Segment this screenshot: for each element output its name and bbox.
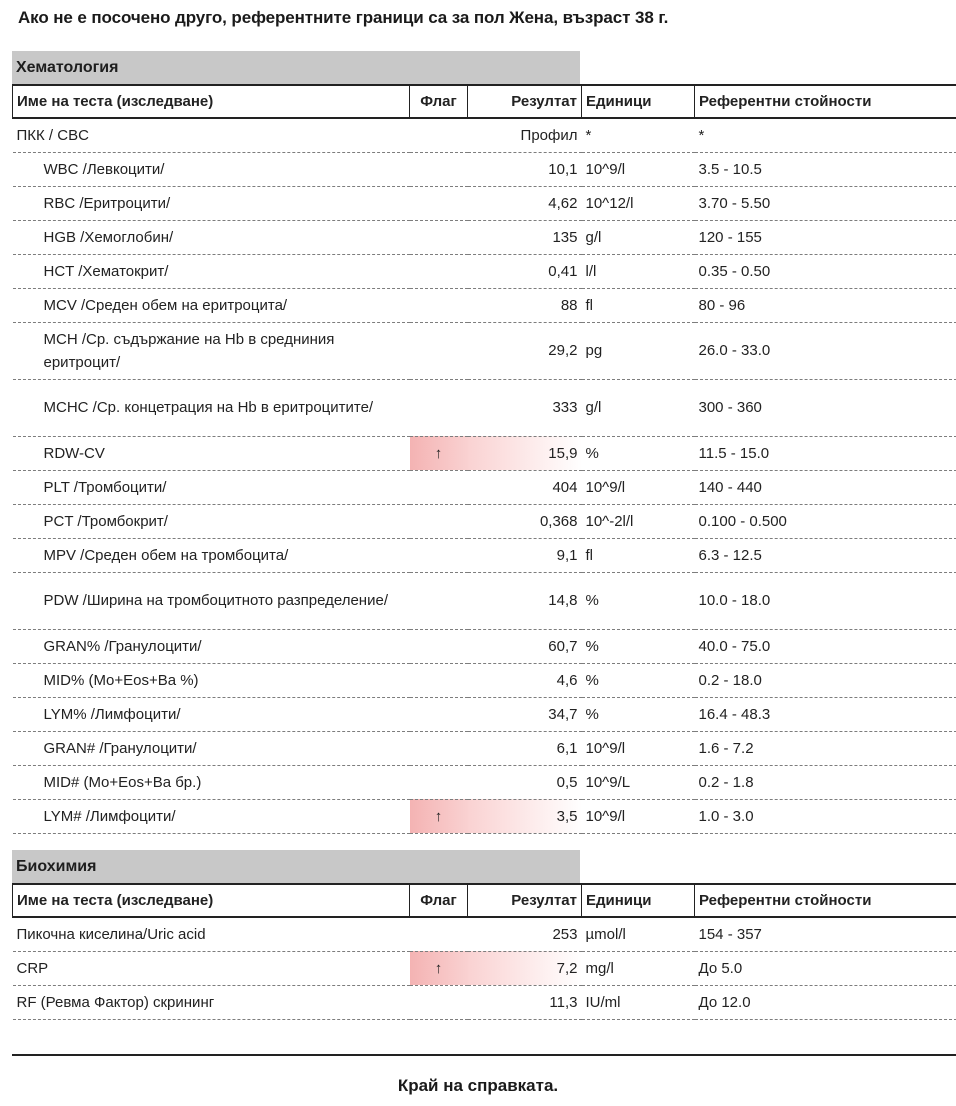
test-name: MCH /Ср. съдържание на Hb в средниния еритроцит/ — [13, 322, 410, 379]
test-name: PDW /Ширина на тромбоцитното разпределение/ — [13, 572, 410, 629]
test-flag — [410, 118, 468, 152]
test-result: 7,2 — [468, 951, 582, 985]
test-reference: 0.2 - 18.0 — [695, 663, 956, 697]
test-flag — [410, 322, 468, 379]
test-reference: 3.5 - 10.5 — [695, 152, 956, 186]
table-row — [13, 254, 956, 288]
test-units: 10^9/L — [582, 765, 695, 799]
table-row — [13, 629, 956, 663]
test-reference: 26.0 - 33.0 — [695, 322, 956, 379]
test-reference: * — [695, 118, 956, 152]
test-result: 135 — [468, 220, 582, 254]
table-row — [13, 220, 956, 254]
test-result: 29,2 — [468, 322, 582, 379]
table-row — [13, 663, 956, 697]
test-flag — [410, 985, 468, 1019]
test-name: HCT /Хематокрит/ — [13, 254, 410, 288]
test-units: g/l — [582, 379, 695, 436]
test-units: µmol/l — [582, 917, 695, 951]
section-title-hematology: Хематология — [12, 51, 580, 84]
test-flag — [410, 379, 468, 436]
test-reference: 120 - 155 — [695, 220, 956, 254]
table-row — [13, 470, 956, 504]
test-units: 10^9/l — [582, 470, 695, 504]
column-header-flag: Флаг — [410, 884, 468, 917]
hematology-table — [12, 84, 956, 834]
test-name: Пикочна киселина/Uric acid — [13, 917, 410, 951]
test-reference: 16.4 - 48.3 — [695, 697, 956, 731]
test-result: 0,41 — [468, 254, 582, 288]
column-header-units: Единици — [582, 884, 695, 917]
table-row — [13, 152, 956, 186]
test-result: 4,6 — [468, 663, 582, 697]
test-result: 333 — [468, 379, 582, 436]
test-reference: 0.100 - 0.500 — [695, 504, 956, 538]
test-reference: 0.2 - 1.8 — [695, 765, 956, 799]
test-name: RF (Ревма Фактор) скрининг — [13, 985, 410, 1019]
column-header-name: Име на теста (изследване) — [13, 85, 410, 118]
test-flag — [410, 186, 468, 220]
test-flag — [410, 470, 468, 504]
test-name: MPV /Среден обем на тромбоцита/ — [13, 538, 410, 572]
test-units: % — [582, 436, 695, 470]
test-name: LYM# /Лимфоцити/ — [13, 799, 410, 833]
table-row — [13, 186, 956, 220]
test-name: RBC /Еритроцити/ — [13, 186, 410, 220]
table-row — [13, 799, 956, 833]
test-reference: 0.35 - 0.50 — [695, 254, 956, 288]
test-name: MCHC /Ср. концетрация на Hb в еритроцитите/ — [13, 379, 410, 436]
test-name: PCT /Тромбокрит/ — [13, 504, 410, 538]
column-header-reference: Референтни стойности — [695, 85, 956, 118]
table-row — [13, 379, 956, 436]
test-flag — [410, 152, 468, 186]
table-row — [13, 436, 956, 470]
test-flag — [410, 572, 468, 629]
table-row — [13, 985, 956, 1019]
test-reference: До 5.0 — [695, 951, 956, 985]
test-reference: 154 - 357 — [695, 917, 956, 951]
test-units: IU/ml — [582, 985, 695, 1019]
table-row — [13, 288, 956, 322]
test-flag — [410, 917, 468, 951]
test-units: % — [582, 697, 695, 731]
flag-arrow-up-icon: ↑ — [410, 436, 468, 470]
test-name: ПКК / CBC — [13, 118, 410, 152]
table-row — [13, 118, 956, 152]
test-reference: 300 - 360 — [695, 379, 956, 436]
test-name: CRP — [13, 951, 410, 985]
table-row — [13, 572, 956, 629]
test-name: MID# (Mo+Eos+Ba бр.) — [13, 765, 410, 799]
test-flag — [410, 765, 468, 799]
column-header-flag: Флаг — [410, 85, 468, 118]
table-row — [13, 951, 956, 985]
test-units: % — [582, 572, 695, 629]
test-flag — [410, 504, 468, 538]
test-result: 60,7 — [468, 629, 582, 663]
test-units: pg — [582, 322, 695, 379]
test-result: 15,9 — [468, 436, 582, 470]
column-header-reference: Референтни стойности — [695, 884, 956, 917]
test-result: 34,7 — [468, 697, 582, 731]
report-intro: Ако не е посочено друго, референтните граници са за пол Жена, възраст 38 г. — [18, 8, 669, 27]
test-units: 10^-2l/l — [582, 504, 695, 538]
table-header-row — [13, 85, 956, 118]
flag-arrow-up-icon: ↑ — [410, 799, 468, 833]
table-row — [13, 731, 956, 765]
test-units: g/l — [582, 220, 695, 254]
test-reference: 1.6 - 7.2 — [695, 731, 956, 765]
test-units: % — [582, 629, 695, 663]
test-result: 0,368 — [468, 504, 582, 538]
column-header-result: Резултат — [468, 884, 582, 917]
test-reference: 11.5 - 15.0 — [695, 436, 956, 470]
test-result: 88 — [468, 288, 582, 322]
test-reference: 6.3 - 12.5 — [695, 538, 956, 572]
test-flag — [410, 220, 468, 254]
test-name: LYM% /Лимфоцити/ — [13, 697, 410, 731]
test-result: 6,1 — [468, 731, 582, 765]
test-units: * — [582, 118, 695, 152]
test-units: 10^12/l — [582, 186, 695, 220]
test-reference: 40.0 - 75.0 — [695, 629, 956, 663]
biochemistry-table — [12, 883, 956, 1020]
test-result: 3,5 — [468, 799, 582, 833]
table-header-row — [13, 884, 956, 917]
test-name: HGB /Хемоглобин/ — [13, 220, 410, 254]
test-result: 11,3 — [468, 985, 582, 1019]
table-row — [13, 697, 956, 731]
column-header-units: Единици — [582, 85, 695, 118]
test-name: MCV /Среден обем на еритроцита/ — [13, 288, 410, 322]
end-of-report: Край на справката. — [397, 1076, 559, 1095]
test-units: 10^9/l — [582, 731, 695, 765]
test-reference: 1.0 - 3.0 — [695, 799, 956, 833]
test-result: 404 — [468, 470, 582, 504]
section-title-biochemistry: Биохимия — [12, 850, 580, 883]
test-flag — [410, 629, 468, 663]
test-flag — [410, 254, 468, 288]
test-name: GRAN# /Гранулоцити/ — [13, 731, 410, 765]
test-flag — [410, 538, 468, 572]
test-name: PLT /Тромбоцити/ — [13, 470, 410, 504]
test-units: 10^9/l — [582, 799, 695, 833]
test-reference: 140 - 440 — [695, 470, 956, 504]
test-units: 10^9/l — [582, 152, 695, 186]
test-units: % — [582, 663, 695, 697]
test-units: fl — [582, 288, 695, 322]
test-name: WBC /Левкоцити/ — [13, 152, 410, 186]
column-header-result: Резултат — [468, 85, 582, 118]
test-units: fl — [582, 538, 695, 572]
test-flag — [410, 731, 468, 765]
test-result: 0,5 — [468, 765, 582, 799]
test-reference: 10.0 - 18.0 — [695, 572, 956, 629]
test-reference: 3.70 - 5.50 — [695, 186, 956, 220]
test-result: 253 — [468, 917, 582, 951]
test-units: l/l — [582, 254, 695, 288]
test-result: 4,62 — [468, 186, 582, 220]
test-flag — [410, 288, 468, 322]
test-result: 14,8 — [468, 572, 582, 629]
end-divider — [12, 1054, 956, 1056]
table-row — [13, 917, 956, 951]
test-flag — [410, 663, 468, 697]
test-result: Профил — [468, 118, 582, 152]
table-row — [13, 322, 956, 379]
test-name: MID% (Mo+Eos+Ba %) — [13, 663, 410, 697]
test-reference: До 12.0 — [695, 985, 956, 1019]
test-name: GRAN% /Гранулоцити/ — [13, 629, 410, 663]
test-reference: 80 - 96 — [695, 288, 956, 322]
test-flag — [410, 697, 468, 731]
table-row — [13, 538, 956, 572]
flag-arrow-up-icon: ↑ — [410, 951, 468, 985]
test-result: 9,1 — [468, 538, 582, 572]
test-name: RDW-CV — [13, 436, 410, 470]
test-result: 10,1 — [468, 152, 582, 186]
table-row — [13, 765, 956, 799]
test-units: mg/l — [582, 951, 695, 985]
table-row — [13, 504, 956, 538]
column-header-name: Име на теста (изследване) — [13, 884, 410, 917]
